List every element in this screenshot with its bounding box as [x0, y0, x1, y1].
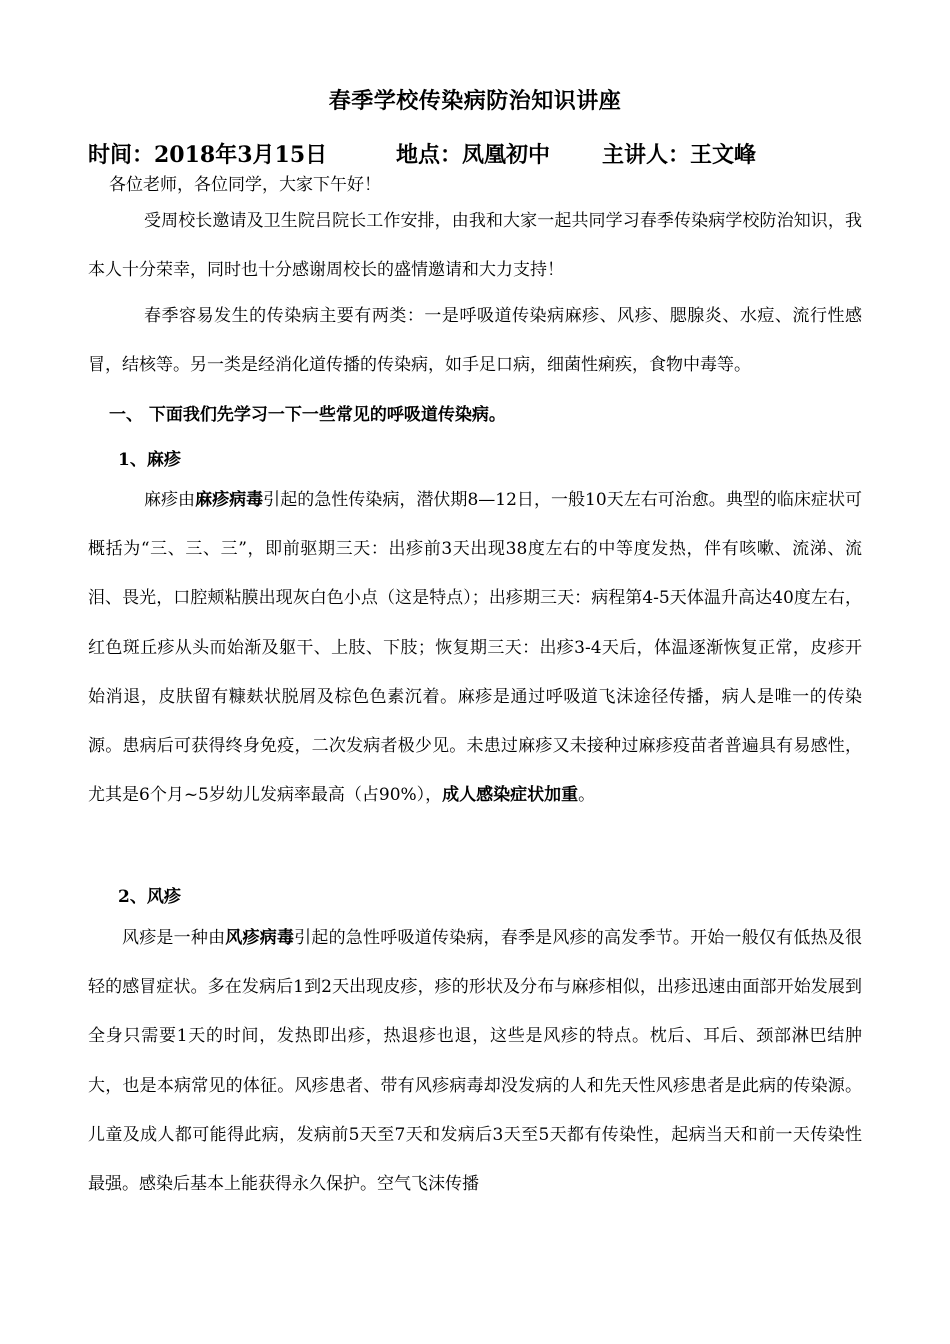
measles-paragraph [88, 476, 862, 820]
lecture-time: 时间：2018年3月15日 [88, 142, 328, 168]
measles-text-c: 引起的急性传染病，潜伏期8—12日，一般10天左右可治愈。典型的临床症状可概括为“三、三、三”，即前驱期三天：出疹前3天出现38度左右的中等度发热，伴有咳嗽、流涕、流泪、畏光，口腔颊粘膜出现灰白色小点（这是特点）；出疹期三天：病程第4-5天体温升高达40度左右，红色斑丘疹从头而始渐及躯干、上肢、下肢；恢复期三天：出疹3-4天后，体温逐渐恢复正常，皮疹开始消退，皮肤留有糠麸状脱屑及棕色色素沉着。麻疹是通过呼吸道飞沫途径传播，病人是唯一的传染源。患病后可获得终身免疫，二次发病者极少见。未患过麻疹又未接种过麻疹疫苗者普遍具有易感性，尤其是6个月~5岁幼儿发病率最高（占90%）， [88, 490, 862, 806]
greeting: 各位老师，各位同学，大家下午好！ [109, 175, 381, 195]
rubella-text-c: 引起的急性呼吸道传染病，春季是风疹的高发季节。开始一般仅有低热及很轻的感冒症状。多在发病后1到2天出现皮疹，疹的形状及分布与麻疹相似，出疹迅速由面部开始发展到全身只需要1天的时间，发热即出疹，热退疹也退，这些是风疹的特点。枕后、耳后、颈部淋巴结肿大，也是本病常见的体征。风疹患者、带有风疹病毒却没发病的人和先天性风疹患者是此病的传染源。儿童及成人都可能得此病，发病前5天至7天和发病后3天至5天都有传染性，起病当天和前一天传染性最强。感染后基本上能获得永久保护。空气飞沫传播 [88, 928, 863, 1195]
measles-adult-bold: 成人感染症状加重 [442, 785, 579, 806]
section-heading-respiratory: 一、 下面我们先学习一下一些常见的呼吸道传染病。 [109, 405, 506, 425]
lecture-place: 地点：凤凰初中 [396, 142, 551, 168]
lecture-speaker: 主讲人：王文峰 [602, 142, 757, 168]
rubella-paragraph [88, 914, 862, 1209]
measles-virus-bold: 麻疹病毒 [195, 490, 264, 510]
document-title: 春季学校传染病防治知识讲座 [328, 88, 622, 114]
measles-text-e: 。 [578, 785, 596, 806]
measles-text-a: 麻疹由 [144, 490, 196, 510]
subheading-measles: 1、麻疹 [118, 450, 181, 470]
overview-paragraph: 春季容易发生的传染病主要有两类：一是呼吸道传染病麻疹、风疹、腮腺炎、水痘、流行性感冒，结核等。另一类是经消化道传播的传染病，如手足口病，细菌性痢疾，食物中毒等。 [88, 306, 862, 376]
lecture-meta [88, 138, 878, 168]
rubella-text-a: 风疹是一种由 [122, 928, 226, 948]
subheading-rubella: 2、风疹 [118, 887, 181, 907]
intro-paragraph: 受周校长邀请及卫生院吕院长工作安排，由我和大家一起共同学习春季传染病学校防治知识，我本人十分荣幸，同时也十分感谢周校长的盛情邀请和大力支持！ [88, 211, 862, 281]
rubella-virus-bold: 风疹病毒 [225, 928, 295, 948]
